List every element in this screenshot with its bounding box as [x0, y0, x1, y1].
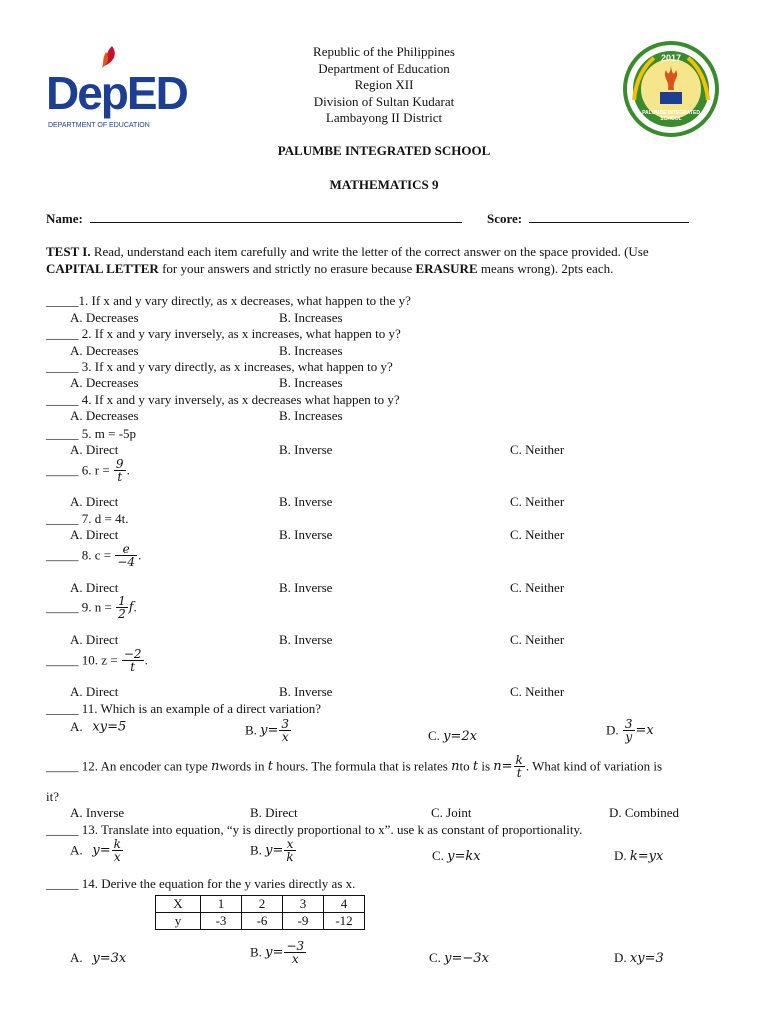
table-cell: 3 — [283, 896, 324, 913]
choice-c: C. Neither — [510, 494, 565, 509]
question-12-cont — [0, 789, 768, 805]
school-seal — [622, 40, 720, 138]
choices-4 — [0, 408, 768, 424]
question-text: _____ 5. m = -5p — [46, 426, 137, 441]
fraction — [514, 754, 525, 779]
choice-c: C. Neither — [510, 632, 565, 647]
question-text: _____ 13. Translate into equation, “y is directly proportional to x”. use k as constant of proportionality. — [46, 822, 583, 837]
choices-8 — [0, 580, 768, 596]
question-text: _____ 11. Which is an example of a direct variation? — [46, 701, 322, 716]
question-14 — [0, 876, 768, 892]
fraction — [284, 940, 306, 965]
variable: t — [267, 759, 273, 774]
denominator: x — [112, 850, 123, 863]
choice-expr: y=kx — [447, 849, 481, 864]
numerator: 3 — [624, 717, 633, 731]
choice-b: B. Inverse — [279, 632, 333, 647]
test-label: TEST I. — [46, 244, 91, 259]
numerator: 9 — [115, 457, 124, 471]
choice-13-d — [614, 848, 663, 864]
choice-expr: xy=3 — [629, 951, 664, 966]
fraction — [284, 838, 295, 863]
choices-6 — [0, 494, 768, 510]
xy-table — [155, 895, 365, 930]
question-13 — [0, 822, 768, 838]
choice-label: A. — [70, 719, 83, 735]
choice-label: C. — [432, 848, 444, 863]
fraction — [116, 595, 128, 620]
score-blank[interactable] — [529, 210, 689, 223]
school-title: PALUMBE INTEGRATED SCHOOL — [277, 143, 491, 158]
header-line: Region XII — [354, 77, 414, 92]
choice-a: A. Decreases — [70, 408, 139, 423]
question-11 — [0, 701, 768, 717]
choices-5 — [0, 442, 768, 458]
subject-title: MATHEMATICS 9 — [329, 177, 439, 192]
question-text: _____1. If x and y vary directly, as x decreases, what happen to the y? — [46, 293, 411, 308]
choice-11-a — [70, 718, 126, 735]
choices-1 — [0, 310, 768, 326]
choice-label: C. — [428, 728, 440, 743]
choice-a: A. Direct — [70, 527, 119, 542]
choices-7 — [0, 527, 768, 543]
question-text: . What kind of variation is — [525, 758, 663, 774]
table-cell: -9 — [283, 913, 324, 930]
question-4 — [0, 392, 768, 408]
question-text: _____ 8. c = — [46, 547, 112, 563]
question-7 — [0, 511, 768, 527]
variable: n — [493, 759, 502, 774]
choice-expr: y= — [92, 843, 111, 858]
choice-expr: y=2x — [443, 729, 478, 744]
fraction — [115, 543, 137, 568]
header-block — [234, 44, 534, 127]
choice-a: A. Direct — [70, 442, 119, 457]
denominator: x — [284, 952, 306, 965]
question-text: _____ 9. n = — [46, 599, 112, 615]
choices-2 — [0, 343, 768, 359]
name-field[interactable] — [46, 210, 466, 227]
choice-c: C. Neither — [510, 684, 565, 699]
question-9: _____ 9. n = $\frac{1}{2}$ f. — [46, 594, 137, 621]
header-line: Republic of the Philippines — [313, 44, 455, 59]
question-text: to — [459, 758, 473, 774]
choice-expr: =x — [635, 723, 654, 738]
table-cell: y — [156, 913, 201, 930]
numerator: k — [113, 837, 121, 851]
question-text: words in — [219, 758, 268, 774]
numerator: 3 — [281, 717, 290, 731]
choice-label: D. — [606, 722, 619, 738]
table-cell: -3 — [201, 913, 242, 930]
table-row — [156, 896, 365, 913]
choice-label: B. — [250, 944, 262, 960]
variable: n — [451, 759, 460, 774]
capital-letter-emphasis: CAPITAL LETTER — [46, 261, 159, 276]
question-text: _____ 7. d = 4t. — [46, 511, 129, 526]
denominator: t — [122, 660, 144, 673]
deped-wordmark: DepED — [46, 67, 187, 119]
question-10: _____ 10. z = $\frac{-2}{t}$ . — [46, 647, 148, 674]
seal-school-name: PALUMBE INTEGRATED SCHOOL — [642, 110, 700, 122]
numerator: x — [286, 837, 294, 851]
choice-a: A. Decreases — [70, 343, 139, 358]
fraction — [112, 838, 123, 863]
choice-b: B. Increases — [279, 408, 343, 423]
choice-label: D. — [614, 848, 627, 863]
instruction-text: Read, understand each item carefully and write the letter of the correct answer on the space provided. (Use — [90, 244, 649, 259]
erasure-emphasis: ERASURE — [415, 261, 478, 276]
choice-b: B. Increases — [279, 343, 343, 358]
score-field[interactable] — [487, 210, 697, 227]
choice-14-b — [250, 940, 307, 965]
fraction — [279, 718, 291, 743]
choice-expr: y=−3x — [444, 951, 489, 966]
choice-a: A. Decreases — [70, 310, 139, 325]
choice-a: A. Direct — [70, 684, 119, 699]
choice-expr: y= — [265, 945, 284, 960]
question-text: it? — [46, 789, 59, 804]
choice-14-c — [429, 950, 489, 966]
numerator: −2 — [123, 647, 142, 661]
choice-11-b — [245, 718, 292, 743]
name-label: Name: — [46, 211, 83, 226]
choice-b: B. Direct — [250, 805, 298, 820]
score-label: Score: — [487, 211, 523, 226]
question-2 — [0, 326, 768, 342]
choice-c: C. Joint — [431, 805, 472, 820]
choice-b: B. Inverse — [279, 684, 333, 699]
variable: f — [128, 600, 134, 615]
choice-b: B. Increases — [279, 375, 343, 390]
header-line: Department of Education — [318, 60, 450, 76]
instructions — [46, 243, 716, 277]
seal-year: 2017 — [660, 53, 682, 63]
denominator: y — [623, 730, 635, 743]
name-blank[interactable] — [90, 210, 462, 223]
table-cell: X — [156, 896, 201, 913]
choice-11-c — [428, 728, 477, 744]
denominator: x — [279, 730, 291, 743]
numerator: e — [122, 542, 130, 556]
choice-14-a — [70, 950, 126, 966]
instruction-text: for your answers and strictly no erasure because — [158, 261, 416, 276]
choice-b: B. Inverse — [279, 494, 333, 509]
question-text: hours. The formula that is relates — [272, 758, 452, 774]
choice-13-c — [432, 848, 481, 864]
choice-a: A. Direct — [70, 580, 119, 595]
choice-a: A. Direct — [70, 632, 119, 647]
choice-d: D. Combined — [609, 805, 680, 820]
choice-label: A. — [70, 950, 83, 965]
choice-c: C. Neither — [510, 442, 565, 457]
question-text: _____ 2. If x and y vary inversely, as x increases, what happen to y? — [46, 326, 401, 341]
variable: n — [210, 759, 220, 774]
choice-b: B. Increases — [279, 310, 343, 325]
denominator: t — [114, 470, 126, 483]
choice-label: A. — [70, 842, 83, 858]
choice-label: B. — [245, 722, 257, 738]
fraction — [623, 718, 635, 743]
header-line: Lambayong II District — [325, 110, 443, 125]
question-text: _____ 14. Derive the equation for the y varies directly as x. — [46, 876, 356, 891]
choice-expr: y= — [260, 723, 279, 738]
fraction — [122, 648, 144, 673]
question-text: _____ 10. z = — [46, 652, 118, 668]
choice-a: A. Inverse — [70, 805, 125, 820]
choice-b: B. Inverse — [279, 442, 333, 457]
choice-b: B. Inverse — [279, 527, 333, 542]
choice-a: A. Direct — [70, 494, 119, 509]
choices-10 — [0, 684, 768, 700]
table-cell: -6 — [242, 913, 283, 930]
fraction — [114, 458, 126, 483]
table-row — [156, 913, 365, 930]
deped-subtitle: DEPARTMENT OF EDUCATION — [48, 122, 150, 129]
choice-expr: y=3x — [92, 951, 127, 966]
question-1 — [0, 293, 768, 309]
denominator: k — [286, 850, 294, 864]
choices-12 — [0, 805, 768, 821]
choice-expr: y= — [265, 843, 284, 858]
header-line: Division of Sultan Kudarat — [313, 93, 455, 109]
choice-13-a — [70, 838, 124, 863]
choice-c: C. Neither — [510, 580, 565, 595]
question-8: _____ 8. c = $\frac{e}{-4}$ . — [46, 542, 142, 569]
question-5 — [0, 426, 768, 442]
choice-label: B. — [250, 842, 262, 858]
table-cell: 1 — [201, 896, 242, 913]
choice-13-b — [250, 838, 297, 863]
numerator: 1 — [118, 594, 126, 608]
table-cell: -12 — [324, 913, 365, 930]
deped-logo — [44, 42, 187, 137]
choice-label: C. — [429, 950, 441, 965]
table-cell: 2 — [242, 896, 283, 913]
question-text: _____ 6. r = — [46, 462, 110, 478]
question-text: _____ 12. An encoder can type — [46, 758, 211, 774]
choice-14-d — [614, 950, 664, 966]
choices-9 — [0, 632, 768, 648]
question-6: _____ 6. r = $\frac{9}{t}$ . — [46, 457, 130, 484]
choice-expr: xy=5 — [92, 719, 127, 735]
choice-b: B. Inverse — [279, 580, 333, 595]
question-3 — [0, 359, 768, 375]
table-cell: 4 — [324, 896, 365, 913]
question-text: _____ 3. If x and y vary directly, as x increases, what happen to y? — [46, 359, 393, 374]
choice-c: C. Neither — [510, 527, 565, 542]
choices-3 — [0, 375, 768, 391]
choice-a: A. Decreases — [70, 375, 139, 390]
instruction-text: means wrong). 2pts each. — [477, 261, 614, 276]
choice-expr: k=yx — [629, 849, 664, 864]
denominator: t — [514, 766, 525, 779]
choice-11-d — [606, 718, 654, 743]
question-text: _____ 4. If x and y vary inversely, as x decreases what happen to y? — [46, 392, 400, 407]
numerator: −3 — [286, 939, 305, 953]
question-12: _____ 12. An encoder can type nwords in t hours. The formula that is relates nto t is n= $\frac{k}{t}$ . What kind of variation is — [46, 753, 663, 780]
variable: t — [472, 759, 479, 774]
denominator: 2 — [118, 607, 126, 621]
numerator: k — [515, 753, 523, 767]
denominator: −4 — [117, 555, 136, 569]
choice-label: D. — [614, 950, 627, 965]
question-text: is — [478, 758, 494, 774]
